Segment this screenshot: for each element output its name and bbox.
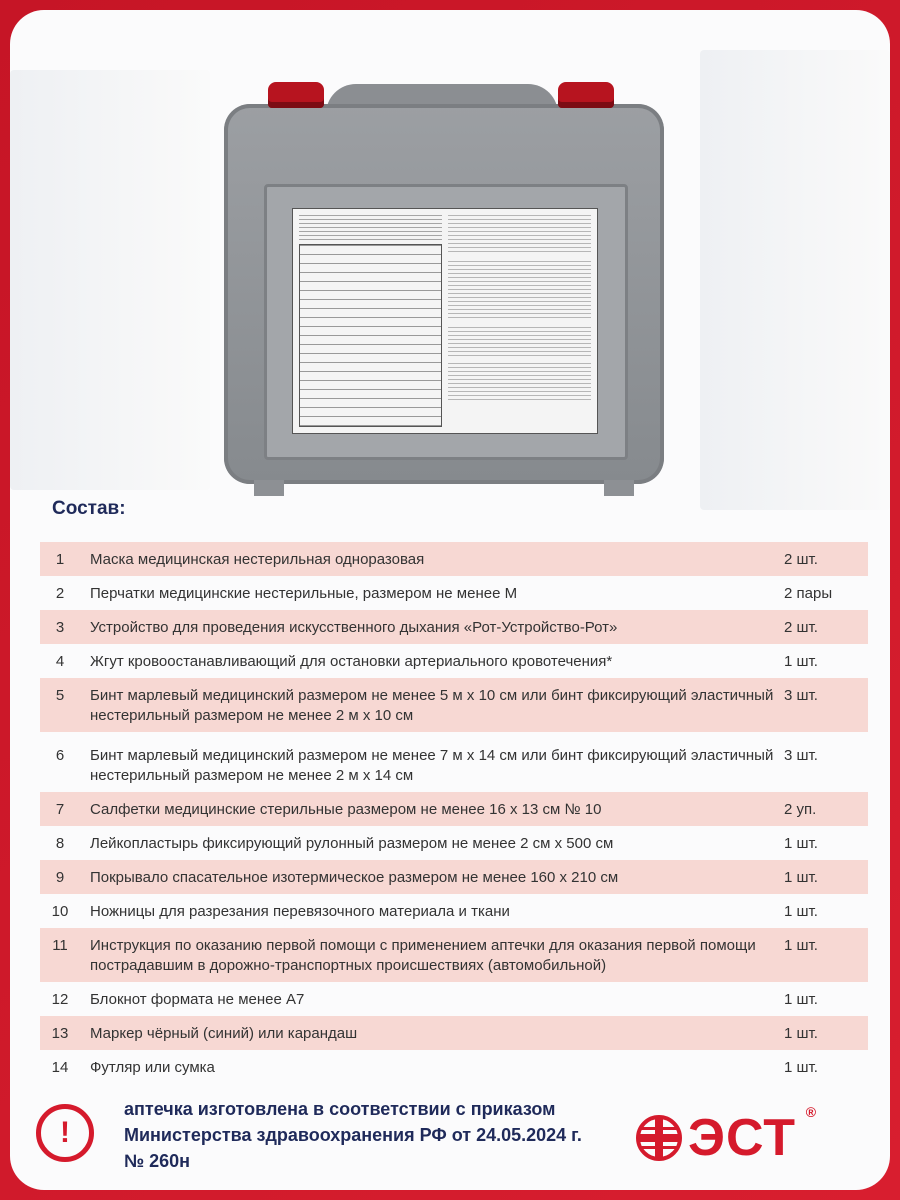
contents-list	[40, 542, 868, 1084]
item-number: 9	[55, 869, 65, 886]
item-number: 10	[51, 903, 69, 920]
table-row	[40, 928, 868, 982]
background-panel-right	[700, 50, 890, 510]
case-latch-left	[268, 82, 324, 108]
item-description: Бинт марлевый медицинский размером не менее 7 м х 14 см или бинт фиксирующий эластичный нестерильный размером не менее 2 м х 14 см	[90, 747, 774, 784]
item-quantity: 1 шт.	[784, 903, 818, 920]
item-number: 1	[55, 551, 65, 568]
background-panel-left	[10, 70, 210, 490]
item-description: Покрывало спасательное изотермическое размером не менее 160 х 210 см	[90, 869, 619, 886]
item-number: 3	[55, 619, 65, 636]
table-row	[40, 894, 868, 928]
item-description: Салфетки медицинские стерильные размером не менее 16 х 13 см № 10	[90, 801, 602, 818]
label-info-column	[448, 215, 591, 427]
table-row	[40, 1016, 868, 1050]
exclamation-circle-icon: !	[36, 1104, 94, 1162]
case-foot-right	[604, 480, 634, 496]
item-number: 5	[55, 687, 65, 704]
item-number: 11	[52, 937, 68, 954]
item-quantity: 1 шт.	[784, 937, 818, 954]
table-row	[40, 738, 868, 792]
item-description: Бинт марлевый медицинский размером не менее 5 м х 10 см или бинт фиксирующий эластичный нестерильный размером не менее 2 м х 10 см	[90, 687, 774, 724]
item-quantity: 1 шт.	[784, 653, 818, 670]
item-quantity: 3 шт.	[784, 747, 818, 764]
table-row	[40, 982, 868, 1016]
regulation-notice: аптечка изготовлена в соответствии с приказом Министерства здравоохранения РФ от 24.05.2024 г. № 260н	[124, 1099, 582, 1171]
item-description: Футляр или сумка	[90, 1059, 215, 1076]
table-row	[40, 610, 868, 644]
table-row	[40, 1050, 868, 1084]
product-card	[10, 10, 890, 1190]
item-description: Инструкция по оказанию первой помощи с применением аптечки для оказания первой помощи пострадавшим в дорожно-транспортных происшествиях (автомобильной)	[90, 937, 756, 974]
item-description: Маркер чёрный (синий) или карандаш	[90, 1025, 358, 1042]
table-row	[40, 542, 868, 576]
first-aid-case-image	[224, 70, 664, 500]
item-description: Маска медицинская нестерильная одноразовая	[90, 551, 425, 568]
item-number: 14	[51, 1059, 69, 1076]
item-number: 4	[55, 653, 65, 670]
case-foot-left	[254, 480, 284, 496]
item-quantity: 1 шт.	[784, 1059, 818, 1076]
item-description: Устройство для проведения искусственного дыхания «Рот-Устройство-Рот»	[90, 619, 618, 636]
case-latch-right	[558, 82, 614, 108]
item-quantity: 2 уп.	[784, 801, 817, 818]
item-quantity: 2 шт.	[784, 551, 818, 568]
item-quantity: 1 шт.	[784, 991, 818, 1008]
item-number: 13	[51, 1025, 69, 1042]
item-quantity: 2 шт.	[784, 619, 818, 636]
footer	[10, 1088, 890, 1188]
item-quantity: 1 шт.	[784, 869, 818, 886]
item-description: Ножницы для разрезания перевязочного материала и ткани	[90, 903, 510, 920]
item-description: Жгут кровоостанавливающий для остановки артериального кровотечения*	[90, 653, 613, 670]
table-row	[40, 576, 868, 610]
item-quantity: 2 пары	[784, 585, 833, 602]
item-quantity: 1 шт.	[784, 1025, 818, 1042]
item-number: 12	[51, 991, 69, 1008]
item-description: Блокнот формата не менее А7	[90, 991, 305, 1008]
item-description: Перчатки медицинские нестерильные, размером не менее М	[90, 585, 518, 602]
label-contents-column	[299, 215, 442, 427]
logo-cross-icon	[636, 1115, 682, 1161]
item-quantity: 3 шт.	[784, 687, 818, 704]
item-quantity: 1 шт.	[784, 835, 818, 852]
item-number: 7	[55, 801, 65, 818]
logo-text: ЭСТ	[688, 1109, 797, 1167]
table-row	[40, 792, 868, 826]
table-row	[40, 826, 868, 860]
item-description: Лейкопластырь фиксирующий рулонный размером не менее 2 см х 500 см	[90, 835, 614, 852]
contents-heading: Состав:	[52, 498, 126, 519]
item-number: 6	[55, 747, 65, 764]
est-logo	[636, 1104, 817, 1168]
registered-mark: ®	[805, 1104, 817, 1120]
table-row	[40, 644, 868, 678]
case-label-sheet	[292, 208, 598, 434]
table-row	[40, 860, 868, 894]
item-number: 8	[55, 835, 65, 852]
item-number: 2	[55, 585, 65, 602]
table-row	[40, 678, 868, 732]
